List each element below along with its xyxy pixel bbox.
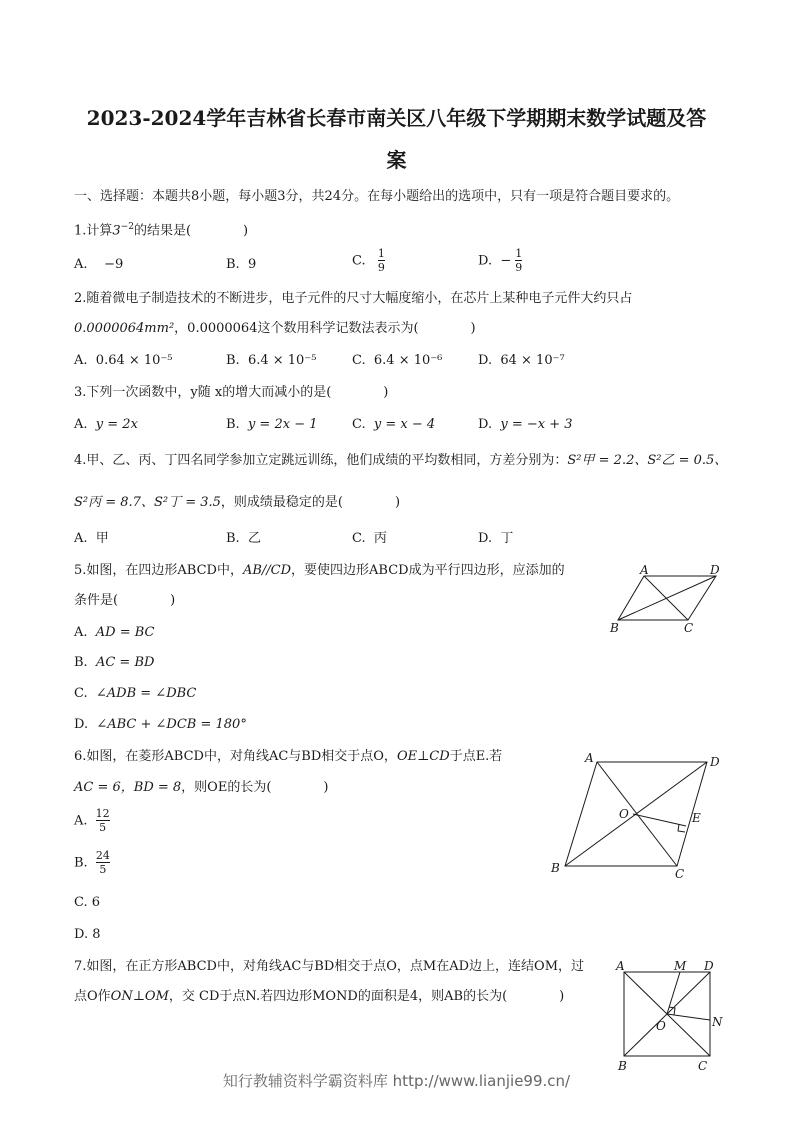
q6-option-d[interactable]: D. 8 [74, 927, 101, 942]
q7-figure [612, 956, 728, 1074]
q6-label-b: B [551, 861, 560, 875]
q6-diagonal-ac [597, 762, 677, 866]
q3-option-b[interactable]: B. y = 2x − 1 [226, 417, 318, 432]
q2-stem-line2: 0.0000064mm²，0.0000064这个数用科学记数法表示为( ) [74, 321, 476, 336]
q7-label-a: A [616, 959, 625, 973]
q6-stem-line1: 6.如图，在菱形ABCD中，对角线AC与BD相交于点O，OE⊥CD于点E.若 [74, 749, 503, 764]
q6-label-c: C [675, 867, 685, 881]
q6-a-fraction: $\frac{12}{5}$ [95, 807, 110, 834]
q1-c-fraction: $\frac{1}{9}$ [377, 247, 385, 274]
q7-label-c: C [698, 1059, 708, 1073]
q1-d-fraction: $\frac{1}{9}$ [515, 247, 523, 274]
q1-option-c[interactable]: C. $\frac{1}{9}$ [352, 247, 385, 274]
section-heading: 一、选择题：本题共8小题，每小题3分，共24分。在每小题给出的选项中，只有一项是符合题目要求的。 [74, 189, 680, 204]
q6-label-o: O [619, 807, 629, 821]
q6-label-d: D [710, 755, 720, 769]
q7-label-m: M [674, 959, 687, 973]
q7-label-n: N [712, 1015, 723, 1029]
q2-option-b[interactable]: B. 6.4 × 10⁻⁵ [226, 353, 317, 368]
q2-option-a[interactable]: A. 0.64 × 10⁻⁵ [74, 353, 173, 368]
q4-option-a[interactable]: A. 甲 [74, 531, 109, 546]
q5-option-b[interactable]: B. AC = BD [74, 655, 155, 670]
page-title-cont: 案 [386, 148, 407, 172]
q2-option-d[interactable]: D. 64 × 10⁻⁷ [478, 353, 565, 368]
q4-option-d[interactable]: D. 丁 [478, 531, 514, 546]
q5-diagonal-bd [618, 576, 716, 620]
q7-stem-line1: 7.如图，在正方形ABCD中，对角线AC与BD相交于点O，点M在AD边上，连结OM，过 [74, 959, 585, 974]
q2-option-c[interactable]: C. 6.4 × 10⁻⁶ [352, 353, 443, 368]
q3-option-d[interactable]: D. y = −x + 3 [478, 417, 573, 432]
q1-option-d[interactable]: D. − $\frac{1}{9}$ [478, 247, 523, 274]
q6-figure [545, 748, 725, 882]
q4-option-c[interactable]: C. 丙 [352, 531, 387, 546]
q5-label-a: A [640, 563, 649, 577]
q6-option-c[interactable]: C. 6 [74, 895, 101, 910]
q1-option-b[interactable]: B. 9 [226, 257, 257, 272]
q7-stem-line2: 点O作ON⊥OM，交 CD于点N.若四边形MOND的面积是4，则AB的长为( ) [74, 989, 565, 1004]
q6-option-b[interactable]: B. $\frac{24}{5}$ [74, 849, 110, 876]
q4-stem-line1: 4.甲、乙、丙、丁四名同学参加立定跳远训练，他们成绩的平均数相同，方差分别为：S²甲 = 2.2、S²乙 = 0.5、 [74, 453, 728, 468]
q3-option-a[interactable]: A. y = 2x [74, 417, 138, 432]
q6-option-a[interactable]: A. $\frac{12}{5}$ [74, 807, 110, 834]
q6-stem-line2: AC = 6，BD = 8，则OE的长为( ) [74, 780, 329, 795]
q5-option-c[interactable]: C. ∠ADB = ∠DBC [74, 686, 197, 701]
q5-figure [606, 562, 726, 638]
q4-option-b[interactable]: B. 乙 [226, 531, 261, 546]
q7-label-b: B [618, 1059, 627, 1073]
q1-stem: 1.计算$3^{-2}$的结果是( ) [74, 222, 249, 239]
footer-watermark: 知行教辅资料学霸资料库 http://www.lianjie99.cn/ [222, 1072, 571, 1090]
q2-stem-line1: 2.随着微电子制造技术的不断进步，电子元件的尺寸大幅度缩小，在芯片上某种电子元件大约只占 [74, 291, 633, 306]
page-title: 2023-2024学年吉林省长春市南关区八年级下学期期末数学试题及答 [86, 106, 707, 130]
q6-label-e: E [692, 811, 701, 825]
q5-stem-line1: 5.如图，在四边形ABCD中，AB//CD，要使四边形ABCD成为平行四边形，应添加的 [74, 563, 565, 578]
q7-segment-on [667, 1014, 710, 1020]
q6-b-fraction: $\frac{24}{5}$ [95, 849, 110, 876]
q4-stem-line2: S²丙 = 8.7、S²丁 = 3.5，则成绩最稳定的是( ) [74, 495, 401, 510]
q7-label-o: O [656, 1019, 666, 1033]
q5-stem-line2: 条件是( ) [74, 593, 176, 608]
q6-segment-oe [633, 814, 686, 826]
q5-label-c: C [684, 621, 694, 635]
q5-label-d: D [710, 563, 720, 577]
q5-label-b: B [610, 621, 619, 635]
q5-option-d[interactable]: D. ∠ABC + ∠DCB = 180° [74, 717, 247, 732]
q1-option-a[interactable]: A. −9 [74, 257, 124, 272]
q7-label-d: D [704, 959, 714, 973]
q5-option-a[interactable]: A. AD = BC [74, 625, 155, 640]
q6-diagonal-bd [565, 762, 707, 866]
q6-label-a: A [585, 751, 594, 765]
q3-option-c[interactable]: C. y = x − 4 [352, 417, 436, 432]
q3-stem: 3.下列一次函数中，y随 x的增大而减小的是( ) [74, 385, 389, 400]
